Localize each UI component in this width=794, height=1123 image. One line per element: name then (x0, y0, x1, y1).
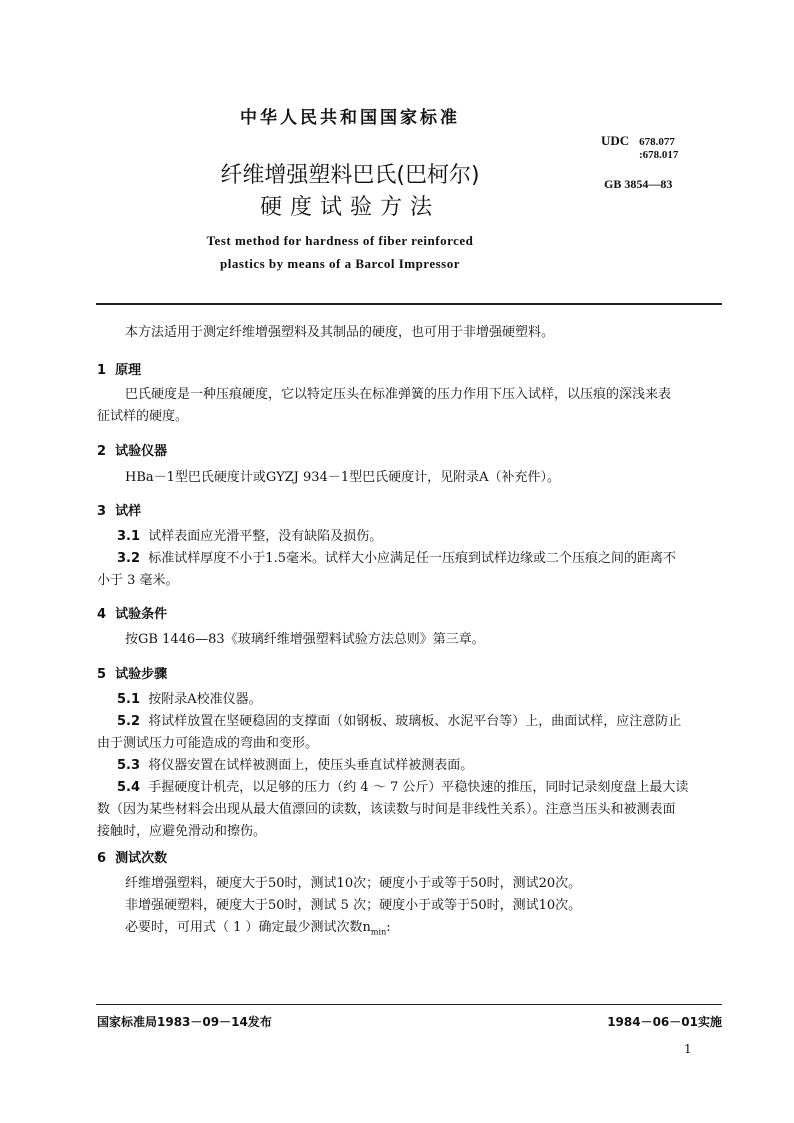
section-title: 测试次数 (115, 851, 168, 866)
section-4-text: 按GB 1446—83《玻璃纤维增强塑料试验方法总则》第三章。 (125, 632, 485, 647)
udc-code (601, 133, 675, 149)
clause-text: 手握硬度计机壳，以足够的压力（约 4 ～ 7 公斤）平稳快速的推压，同时记录刻度盘上最大读 (148, 780, 689, 795)
clause-5-2 (117, 711, 681, 733)
section-4-heading (97, 603, 167, 622)
issuing-country-standard: 中华人民共和国国家标准 (240, 108, 460, 128)
section-title: 试验仪器 (115, 444, 168, 459)
section-1-text-line-2: 征试样的硬度。 (97, 409, 189, 424)
section-number: 4 (97, 607, 107, 622)
clause-text: 标准试样厚度不小于1.5毫米。试样大小应满足任一压痕到试样边缘或二个压痕之间的距离不 (148, 551, 676, 566)
section-title: 原理 (115, 363, 142, 378)
clause-number: 3.1 (117, 529, 141, 544)
section-6-text-line-1: 纤维增强塑料，硬度大于50时，测试10次；硬度小于或等于50时，测试20次。 (125, 876, 582, 891)
clause-5-4 (117, 777, 688, 799)
clause-3-2 (117, 548, 676, 570)
clause-text: 将仪器安置在试样被测面上，使压头垂直试样被测表面。 (148, 758, 474, 773)
udc-number-1: 678.077 (639, 136, 675, 148)
clause-text: 试样表面应光滑平整，没有缺陷及损伤。 (148, 529, 383, 544)
section-1-heading (97, 359, 141, 378)
section-number: 1 (97, 363, 107, 378)
section-6-text-line-2: 非增强硬塑料，硬度大于50时，测试 5 次；硬度小于或等于50时，测试10次。 (125, 898, 582, 913)
clause-number: 3.2 (117, 551, 141, 566)
section-6-text-line-3 (125, 917, 391, 944)
effective-date: 1984－06－01实施 (607, 1015, 722, 1029)
clause-3-1 (117, 526, 382, 548)
section-title: 试验条件 (115, 607, 168, 622)
clause-5-3 (117, 755, 473, 777)
issue-date: 国家标准局1983－09－14发布 (97, 1015, 272, 1029)
section-3-heading (97, 500, 141, 519)
header-divider (96, 303, 722, 305)
section-number: 5 (97, 667, 107, 682)
english-title-line-1: Test method for hardness of fiber reinforced (206, 233, 474, 248)
clause-5-2-line-2: 由于测试压力可能造成的弯曲和变形。 (97, 736, 319, 751)
page-number: 1 (684, 1042, 692, 1056)
section-title: 试样 (115, 504, 142, 519)
udc-label: UDC (601, 133, 630, 148)
title-line-1: 纤维增强塑料巴氏(巴柯尔) (220, 163, 480, 188)
udc-number-2: :678.017 (639, 149, 679, 161)
colon: : (386, 920, 391, 935)
clause-text: 将试样放置在坚硬稳固的支撑面（如钢板、玻璃板、水泥平台等）上，曲面试样，应注意防止 (148, 714, 682, 729)
section-title: 试验步骤 (115, 667, 168, 682)
footer-divider (96, 1004, 722, 1005)
clause-number: 5.4 (117, 780, 141, 795)
clause-3-2-line-2: 小于 3 毫米。 (97, 573, 179, 588)
section-2-heading (97, 440, 167, 459)
clause-number: 5.3 (117, 758, 141, 773)
section-number: 2 (97, 444, 107, 459)
clause-text: 按附录A校准仪器。 (148, 692, 262, 707)
clause-5-1 (117, 689, 262, 711)
clause-5-4-line-2: 数（因为某些材料会出现从最大值漂回的读数，该读数与时间是非线性关系）。注意当压头和被测表面 (97, 802, 676, 817)
gb-number: GB 3854—83 (604, 177, 673, 191)
clause-number: 5.1 (117, 692, 141, 707)
clause-number: 5.2 (117, 714, 141, 729)
title-line-2: 硬度试验方法 (259, 195, 440, 220)
clause-5-4-line-3: 接触时，应避免滑动和擦伤。 (97, 824, 267, 839)
formula-intro: 必要时，可用式（ 1 ）确定最少测试次数n (125, 920, 371, 935)
intro-paragraph: 本方法适用于测定纤维增强塑料及其制品的硬度，也可用于非增强硬塑料。 (125, 325, 555, 340)
section-number: 6 (97, 851, 107, 866)
section-2-text: HBa－1型巴氏硬度计或GYZJ 934－1型巴氏硬度计，见附录A（补充件）。 (125, 470, 560, 485)
section-5-heading (97, 663, 167, 682)
subscript-min: min (370, 927, 387, 937)
section-1-text-line-1: 巴氏硬度是一种压痕硬度，它以特定压头在标准弹簧的压力作用下压入试样，以压痕的深浅来表 (125, 387, 672, 402)
section-6-heading (97, 847, 167, 866)
section-number: 3 (97, 504, 107, 519)
english-title-line-2: plastics by means of a Barcol Impressor (219, 256, 461, 271)
